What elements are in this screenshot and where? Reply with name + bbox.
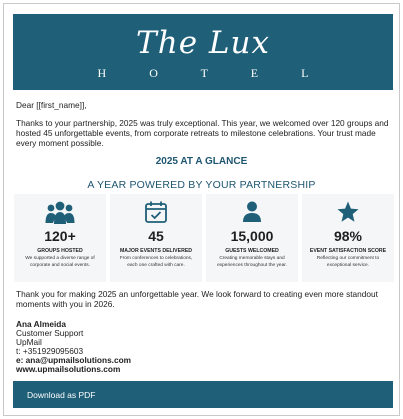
stat-label: GROUPS HOSTED (37, 248, 83, 254)
thanks-paragraph: Thank you for making 2025 an unforgettable year. We look forward to creating even more standout moments with you in 2026. (16, 289, 378, 309)
signature-role: Customer Support (16, 327, 84, 338)
stat-description: Creating memorable stays and experiences throughout the year. (217, 256, 287, 268)
stats-cards (14, 194, 395, 284)
hotel-subtitle: H O T E L (97, 66, 329, 80)
signature-phone: t: +351929095603 (16, 345, 84, 356)
stat-value: 15,000 (230, 228, 274, 244)
email-frame (3, 3, 400, 416)
groups-icon (14, 199, 106, 225)
stat-description: Reflecting our commitment to exceptional service. (316, 256, 380, 268)
stat-card-satisfaction (302, 194, 394, 282)
stat-value: 45 (148, 228, 164, 244)
calendar-check-icon (110, 199, 202, 225)
stat-card-guests (206, 194, 298, 282)
stat-value: 120+ (44, 228, 76, 244)
stat-description: We supported a diverse range of corporate and social events. (25, 256, 95, 268)
stat-card-groups (14, 194, 106, 282)
stat-label: MAJOR EVENTS DELIVERED (119, 248, 193, 254)
stat-value: 98% (333, 228, 363, 244)
intro-paragraph: Thanks to your partnership, 2025 was truly exceptional. This year, we welcomed over 120 groups and hosted 45 unforgettable events, from corporate retreats to milestone celebrations. Your trust made every moment possible. (16, 118, 389, 148)
greeting-text: Dear [[first_name]], (16, 100, 87, 110)
signature-name: Ana Almeida (16, 319, 66, 329)
stat-card-events (110, 194, 202, 282)
download-pdf-button[interactable] (13, 381, 393, 408)
signature-block (16, 320, 394, 373)
stat-label: EVENT SATISFACTION SCORE (309, 248, 387, 254)
partnership-title: A YEAR POWERED BY YOUR PARTNERSHIP (87, 179, 316, 191)
guest-icon (206, 199, 298, 225)
glance-title: 2025 AT A GLANCE (155, 156, 248, 167)
hotel-header-banner (13, 14, 393, 90)
stat-label: GUESTS WELCOMED (225, 248, 279, 254)
signature-website[interactable]: www.upmailsolutions.com (16, 363, 121, 374)
hotel-brand: The Lux (136, 25, 270, 61)
stat-description: From conferences to celebrations, each one crafted with care. (119, 256, 193, 268)
download-pdf-label: Download as PDF (27, 390, 96, 400)
star-icon (302, 199, 394, 225)
signature-email[interactable]: e: ana@upmailsolutions.com (16, 354, 132, 365)
signature-company: UpMail (16, 336, 42, 347)
